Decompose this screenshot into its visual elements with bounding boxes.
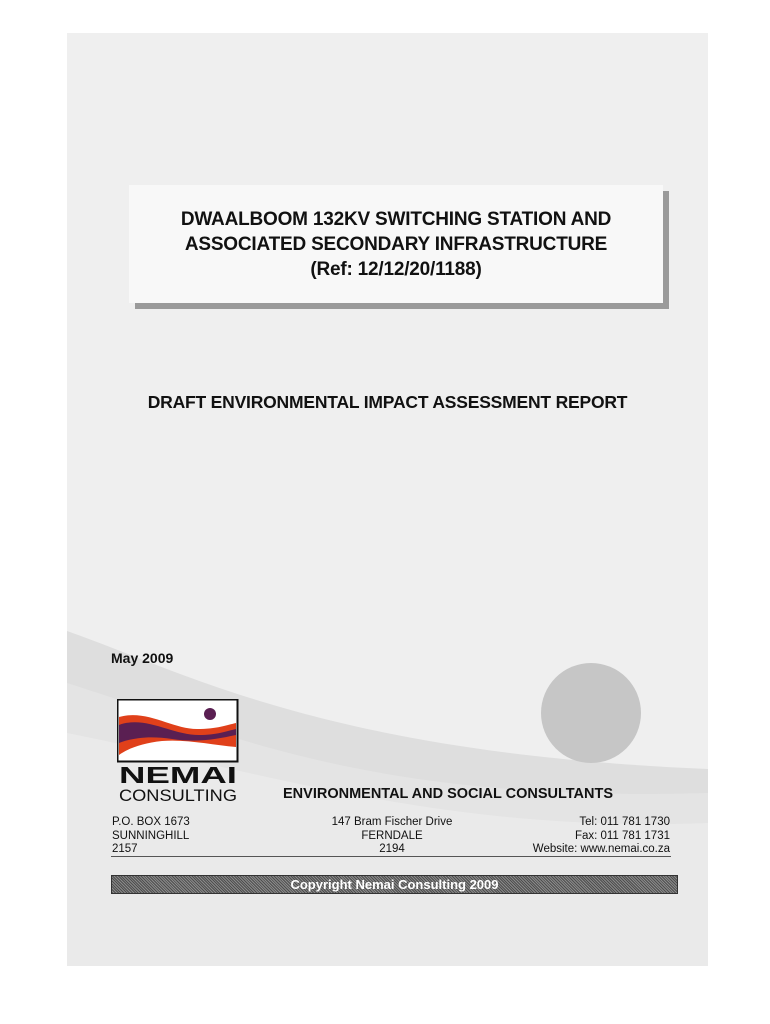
- address-postal-line: P.O. BOX 1673: [112, 816, 190, 828]
- company-tagline: ENVIRONMENTAL AND SOCIAL CONSULTANTS: [283, 786, 614, 802]
- address-postal: [112, 816, 190, 857]
- address-postal-line: 2157: [112, 843, 138, 855]
- contact-tel: Tel: 011 781 1730: [579, 816, 670, 828]
- address-postal-line: SUNNINGHILL: [112, 829, 190, 842]
- copyright-text: Copyright Nemai Consulting 2009: [290, 877, 499, 892]
- report-subtitle: DRAFT ENVIRONMENTAL IMPACT ASSESSMENT REPORT: [147, 392, 628, 412]
- contact-website: Website: www.nemai.co.za: [532, 843, 670, 855]
- contact-details: [533, 816, 670, 857]
- logo-word-consulting: CONSULTING: [119, 786, 237, 803]
- contact-fax: Fax: 011 781 1731: [574, 829, 670, 842]
- address-street-line: FERNDALE: [361, 829, 423, 842]
- title-ref: (Ref: 12/12/20/1188): [310, 258, 482, 280]
- nemai-logo: [117, 699, 239, 803]
- title-box: [129, 185, 663, 303]
- report-date: May 2009: [111, 650, 174, 666]
- address-street: [307, 816, 477, 857]
- decorative-circle: [541, 663, 641, 763]
- copyright-bar: [111, 875, 678, 894]
- logo-word-nemai: NEMAI: [119, 762, 237, 788]
- footer-divider: [111, 856, 671, 857]
- title-line-2: ASSOCIATED SECONDARY INFRASTRUCTURE: [184, 233, 608, 255]
- address-street-line: 2194: [379, 843, 405, 855]
- address-street-line: 147 Bram Fischer Drive: [331, 816, 453, 828]
- title-line-1: DWAALBOOM 132KV SWITCHING STATION AND: [180, 208, 612, 230]
- report-cover-page: [67, 33, 708, 966]
